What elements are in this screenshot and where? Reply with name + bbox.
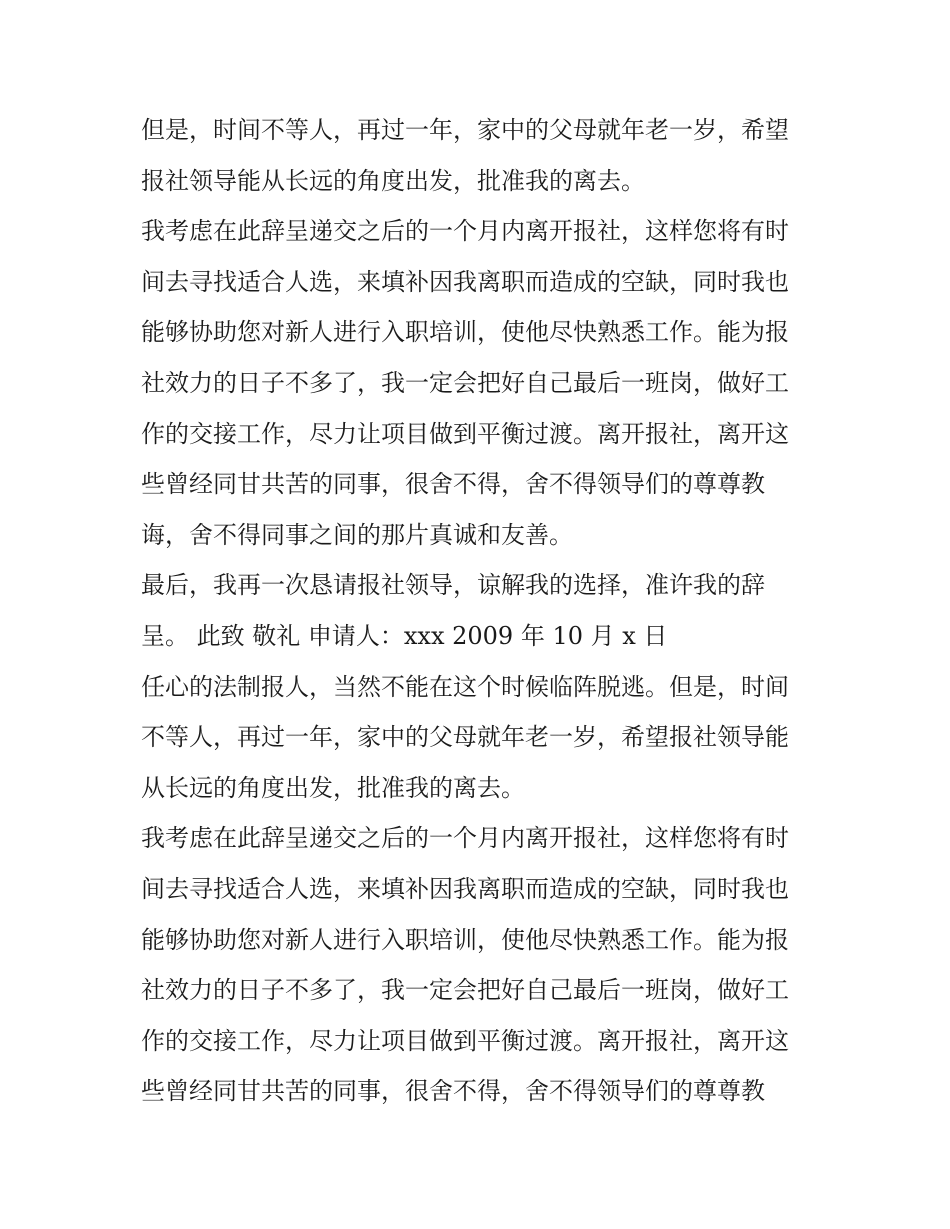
text-line: 不等人，再过一年，家中的父母就年老一岁，希望报社领导能: [141, 723, 789, 752]
text-line: 我考虑在此辞呈递交之后的一个月内离开报社，这样您将有时: [141, 824, 789, 853]
text-line: 能够协助您对新人进行入职培训，使他尽快熟悉工作。能为报: [141, 318, 789, 347]
text-line: 我考虑在此辞呈递交之后的一个月内离开报社，这样您将有时: [141, 217, 789, 246]
text-line: 社效力的日子不多了，我一定会把好自己最后一班岗，做好工: [141, 368, 789, 397]
text-line: 些曾经同甘共苦的同事，很舍不得，舍不得领导们的尊尊教: [141, 1077, 765, 1106]
text-line: 最后，我再一次恳请报社领导，谅解我的选择，准许我的辞: [141, 571, 765, 600]
text-line: 些曾经同甘共苦的同事，很舍不得，舍不得领导们的尊尊教: [141, 470, 765, 499]
text-line: 任心的法制报人，当然不能在这个时候临阵脱逃。但是，时间: [141, 672, 789, 701]
text-line: 社效力的日子不多了，我一定会把好自己最后一班岗，做好工: [141, 976, 789, 1005]
text-line: 作的交接工作，尽力让项目做到平衡过渡。离开报社，离开这: [141, 419, 789, 448]
text-line: 但是，时间不等人，再过一年，家中的父母就年老一岁，希望: [141, 116, 789, 144]
text-line: 作的交接工作，尽力让项目做到平衡过渡。离开报社，离开这: [141, 1026, 789, 1055]
text-line: 能够协助您对新人进行入职培训，使他尽快熟悉工作。能为报: [141, 925, 789, 954]
signature-line: 呈。 此致 敬礼 申请人：xxx 2009 年 10 月 x 日: [141, 621, 668, 650]
text-line: 诲，舍不得同事之间的那片真诚和友善。: [141, 520, 573, 549]
text-line: 间去寻找适合人选，来填补因我离职而造成的空缺，同时我也: [141, 874, 789, 903]
text-line: 从长远的角度出发，批准我的离去。: [141, 773, 525, 802]
document-body: [141, 105, 821, 1117]
text-line: 报社领导能从长远的角度出发，批准我的离去。: [141, 166, 645, 195]
text-line: 间去寻找适合人选，来填补因我离职而造成的空缺，同时我也: [141, 267, 789, 296]
